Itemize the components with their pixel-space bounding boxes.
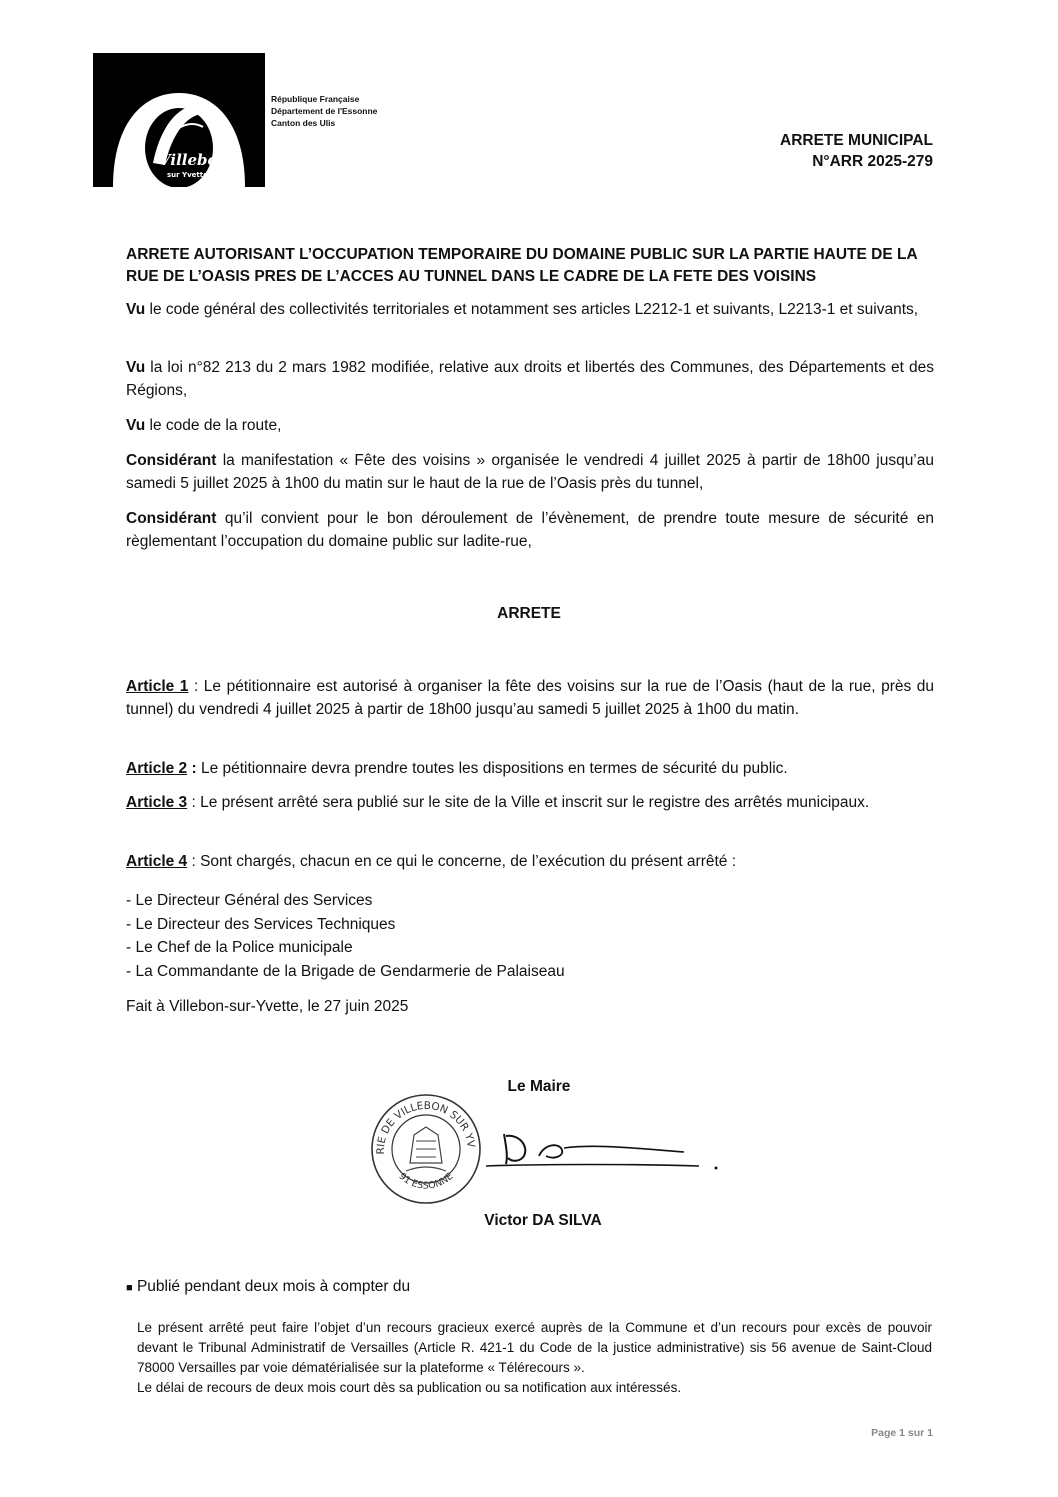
consideration-text: la loi n°82 213 du 2 mars 1982 modifiée, relative aux droits et libertés des Communes, des Départements et des Régions, bbox=[126, 359, 934, 399]
square-bullet-icon: ■ bbox=[126, 1282, 133, 1294]
header-line-canton: Canton des Ulis bbox=[271, 118, 336, 128]
logo-text-sub: sur Yvette bbox=[167, 171, 208, 179]
logo-text-main: Villebon bbox=[159, 151, 229, 169]
mayor-signature bbox=[484, 1126, 724, 1176]
signer-name: Victor DA SILVA bbox=[484, 1212, 602, 1229]
consideration-text: qu’il convient pour le bon déroulement de l’évènement, de prendre toute mesure de sécurité en règlementant l’occupation du domaine public sur ladite-rue, bbox=[126, 510, 934, 550]
appeal-paragraph: Le présent arrêté peut faire l’objet d’un recours gracieux exercé auprès de la Commune et d’un recours pour excès de pouvoir devant le Tribunal Administratif de Versailles (Article R. 421-1 du Code de la justice administrative) sis 56 avenue de Saint-Cloud 78000 Versailles par voie dématérialisée sur la plateforme « Télérecours ». bbox=[137, 1320, 932, 1375]
list-item: - Le Directeur des Services Techniques bbox=[126, 913, 565, 937]
section-heading: ARRETE bbox=[497, 605, 561, 622]
page-number: Page 1 sur 1 bbox=[871, 1427, 933, 1439]
article-label: Article 4 bbox=[126, 853, 188, 870]
city-logo bbox=[93, 53, 265, 187]
article-text: Le pétitionnaire est autorisé à organiser la fête des voisins sur la rue de l’Oasis (haut de la rue, près du tunnel) du vendredi 4 juillet 2025 à partir de 18h00 jusqu’au samedi 5 juillet 2025 à 1h00 du matin. bbox=[126, 678, 935, 718]
article-separator: : bbox=[187, 760, 201, 777]
consideration-5 bbox=[126, 507, 934, 553]
responsibles-list bbox=[126, 889, 565, 983]
consideration-2 bbox=[126, 356, 934, 402]
consideration-text: le code de la route, bbox=[145, 417, 282, 434]
done-at: Fait à Villebon-sur-Yvette, le 27 juin 2025 bbox=[126, 998, 409, 1015]
list-item: - Le Chef de la Police municipale bbox=[126, 936, 565, 960]
article-label: Article 1 bbox=[126, 678, 189, 695]
header-line-republic: République Française bbox=[271, 94, 360, 104]
consideration-text: le code général des collectivités territoriales et notamment ses articles L2212-1 et suivants, L2213-1 et suivants, bbox=[145, 301, 919, 318]
appeal-notice bbox=[137, 1318, 932, 1398]
article-4 bbox=[126, 850, 934, 873]
article-separator: : bbox=[188, 678, 204, 695]
article-text: Le présent arrêté sera publié sur le site de la Ville et inscrit sur le registre des arrêtés municipaux. bbox=[200, 794, 870, 811]
article-1 bbox=[126, 675, 934, 721]
consideration-3 bbox=[126, 414, 934, 437]
article-separator: : bbox=[187, 853, 201, 870]
article-text: Sont chargés, chacun en ce qui le concerne, de l’exécution du présent arrêté : bbox=[200, 853, 737, 870]
consideration-1 bbox=[126, 298, 934, 321]
decree-type: ARRETE MUNICIPAL bbox=[780, 132, 933, 149]
signer-role: Le Maire bbox=[507, 1078, 571, 1095]
svg-text:91 ESSONNE bbox=[397, 1171, 456, 1192]
stamp-bottom-text: 91 ESSONNE bbox=[396, 1170, 456, 1192]
decree-number: N°ARR 2025-279 bbox=[812, 153, 933, 170]
appeal-paragraph: Le délai de recours de deux mois court dès sa publication ou sa notification aux intéressés. bbox=[137, 1380, 682, 1395]
list-item: - Le Directeur Général des Services bbox=[126, 889, 565, 913]
official-stamp bbox=[370, 1093, 482, 1205]
header-line-department: Département de l'Essonne bbox=[271, 106, 378, 116]
article-text: Le pétitionnaire devra prendre toutes les dispositions en termes de sécurité du public. bbox=[200, 760, 788, 777]
decree-reference bbox=[780, 130, 933, 172]
article-3 bbox=[126, 791, 934, 814]
article-separator: : bbox=[187, 794, 201, 811]
publication-note bbox=[126, 1278, 410, 1296]
consideration-4 bbox=[126, 449, 934, 495]
consideration-lead: Vu bbox=[126, 417, 146, 434]
stamp-text: RIE DE VILLEBON SUR YV bbox=[374, 1099, 477, 1155]
consideration-lead: Considérant bbox=[126, 510, 217, 527]
article-label: Article 3 bbox=[126, 794, 188, 811]
administrative-header bbox=[271, 93, 377, 129]
publication-text: Publié pendant deux mois à compter du bbox=[136, 1278, 411, 1295]
consideration-lead: Vu bbox=[126, 301, 146, 318]
list-item: - La Commandante de la Brigade de Gendarmerie de Palaiseau bbox=[126, 960, 565, 984]
decree-title: ARRETE AUTORISANT L’OCCUPATION TEMPORAIRE DU DOMAINE PUBLIC SUR LA PARTIE HAUTE DE LA RUE DE L’OASIS PRES DE L’ACCES AU TUNNEL DANS LE CADRE DE LA FETE DES VOISINS bbox=[126, 246, 918, 285]
article-label: Article 2 bbox=[126, 760, 188, 777]
consideration-lead: Considérant bbox=[126, 452, 217, 469]
svg-text:MAIRIE DE VILLEBON SUR YVETTE bbox=[370, 1093, 477, 1155]
consideration-lead: Vu bbox=[126, 359, 146, 376]
article-2 bbox=[126, 757, 934, 780]
consideration-text: la manifestation « Fête des voisins » organisée le vendredi 4 juillet 2025 à partir de 18h00 jusqu’au samedi 5 juillet 2025 à 1h00 du matin sur le haut de la rue de l’Oasis près du tunnel, bbox=[126, 452, 934, 492]
